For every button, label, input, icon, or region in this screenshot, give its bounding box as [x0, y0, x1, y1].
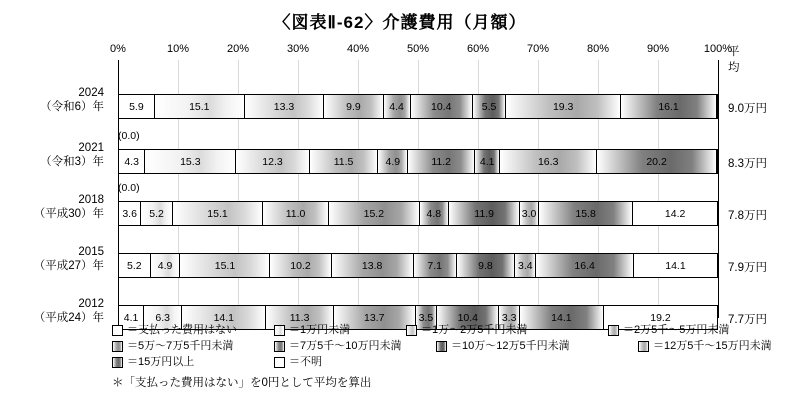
- bar-segment: [419, 202, 448, 225]
- legend-swatch: [406, 325, 417, 336]
- x-axis-tick-10: 100%: [703, 43, 733, 55]
- segment-value: 14.1: [665, 259, 686, 272]
- segment-value: 11.2: [431, 155, 451, 168]
- segment-value: 13.8: [361, 259, 383, 272]
- row-label-era: （平成27）年: [33, 260, 104, 272]
- legend-swatch: [112, 357, 123, 368]
- legend-item: [406, 322, 596, 338]
- bar-segment: [456, 254, 515, 277]
- x-axis-tick-8: 80%: [586, 43, 610, 55]
- segment-value: 15.1: [207, 207, 228, 220]
- bar-segment: [172, 202, 262, 225]
- segment-value: 11.5: [333, 155, 354, 168]
- segment-value: 5.2: [149, 207, 164, 220]
- segment-value: 10.2: [290, 259, 311, 272]
- segment-value: 4.8: [426, 207, 442, 220]
- segment-value: 20.2: [646, 155, 667, 168]
- bar-segment: [538, 202, 632, 225]
- x-axis-tick-4: 40%: [346, 43, 370, 55]
- segment-value: 10.4: [457, 311, 479, 324]
- row-label: [0, 297, 104, 325]
- zero-note: (0.0): [118, 182, 140, 194]
- bar-segment: [519, 202, 538, 225]
- bar-segment: [472, 95, 505, 118]
- segment-value: 9.8: [478, 259, 493, 272]
- row-label-year: 2018: [78, 194, 104, 206]
- segment-value: 15.1: [189, 100, 210, 113]
- segment-value: 14.2: [664, 207, 686, 220]
- bar-segment: [474, 150, 499, 173]
- legend-item: [274, 338, 424, 354]
- bar-segment: [244, 95, 323, 118]
- stacked-bar: [118, 253, 718, 278]
- segment-value: 3.4: [518, 259, 533, 272]
- bar-segment: [596, 150, 716, 173]
- segment-value: 16.3: [537, 155, 559, 168]
- legend-label: ＝7万5千～10万円未満: [289, 340, 402, 352]
- legend-label: ＝1万円未満: [289, 324, 351, 336]
- bar-segment: [505, 95, 620, 118]
- row-label-year: 2024: [78, 87, 104, 99]
- stacked-bar: [118, 94, 718, 119]
- row-label-year: 2015: [78, 246, 104, 258]
- row-average: 9.0万円: [728, 103, 767, 115]
- x-axis-tick-0: 0%: [110, 43, 126, 55]
- bar-segment: [119, 254, 150, 277]
- bar-segment: [235, 150, 308, 173]
- segment-value: 3.6: [122, 207, 137, 220]
- segment-value: 4.9: [385, 155, 401, 168]
- segment-value: 4.1: [479, 155, 495, 168]
- bar-segment: [716, 95, 717, 118]
- axis-line: [718, 60, 719, 318]
- bar-segment: [413, 254, 456, 277]
- bar-segment: [535, 254, 633, 277]
- row-label-year: 2012: [78, 298, 104, 310]
- bar-segment: [377, 150, 407, 173]
- chart-footnote: ＊「支払った費用はない」を0円として平均を算出: [112, 377, 372, 389]
- bar-segment: [119, 150, 144, 173]
- bar-segment: [448, 202, 519, 225]
- legend-item: [112, 322, 262, 338]
- legend-label: ＝1万～2万5千円未満: [421, 324, 528, 336]
- segment-value: 5.2: [127, 259, 142, 272]
- legend-label: ＝15万円以上: [127, 356, 195, 368]
- x-axis-tick-6: 60%: [466, 43, 490, 55]
- segment-value: 15.1: [214, 259, 236, 272]
- bar-segment: [140, 202, 172, 225]
- segment-value: 14.1: [551, 311, 572, 324]
- bar-segment: [514, 254, 535, 277]
- legend-swatch: [436, 341, 447, 352]
- bar-segment: [119, 202, 140, 225]
- segment-value: 15.2: [363, 207, 385, 220]
- row-label-era: （令和6）年: [40, 101, 104, 113]
- legend-swatch: [608, 325, 619, 336]
- segment-value: 10.4: [430, 100, 452, 113]
- segment-value: 9.9: [346, 100, 361, 113]
- bar-segment: [309, 150, 378, 173]
- bar-segment: [633, 254, 717, 277]
- chart-title: 〈図表Ⅱ-62〉介護費用（月額）: [273, 13, 527, 32]
- bar-segment: [154, 95, 244, 118]
- x-axis-tick-2: 20%: [226, 43, 250, 55]
- legend-item: [436, 338, 626, 354]
- bar-segment: [499, 150, 596, 173]
- segment-value: 11.0: [285, 207, 306, 220]
- legend-row: [112, 354, 772, 370]
- row-average: 7.7万円: [728, 314, 767, 326]
- legend-swatch: [274, 325, 285, 336]
- row-label: [0, 245, 104, 273]
- legend-label: ＝12万5千～15万円未満: [653, 340, 772, 352]
- legend-item: [608, 322, 729, 338]
- segment-value: 5.5: [481, 100, 497, 113]
- row-average: 8.3万円: [728, 158, 767, 170]
- stacked-bar: [118, 149, 718, 174]
- row-average: 7.8万円: [728, 210, 767, 222]
- segment-value: 11.9: [474, 207, 494, 220]
- bar-segment: [632, 202, 717, 225]
- legend-label: ＝5万～7万5千円未満: [127, 340, 234, 352]
- stacked-bar: [118, 201, 718, 226]
- chart-plot-area: [33, 43, 767, 326]
- segment-value: 4.3: [124, 155, 139, 168]
- bar-segment: [383, 95, 410, 118]
- segment-value: 3.5: [418, 311, 434, 324]
- average-column-header: 平均: [728, 46, 740, 74]
- row-label: [0, 141, 104, 169]
- row-label-era: （平成24）年: [33, 312, 104, 324]
- segment-value: 13.3: [273, 100, 295, 113]
- legend-item: [112, 354, 262, 370]
- segment-value: 13.7: [364, 311, 385, 324]
- segment-value: 3.3: [501, 311, 517, 324]
- chart-legend: [112, 322, 772, 370]
- segment-value: 15.3: [180, 155, 201, 168]
- bar-segment: [328, 202, 419, 225]
- row-label: [0, 86, 104, 114]
- legend-swatch: [274, 357, 285, 368]
- legend-item: [274, 354, 322, 370]
- x-axis-tick-5: 50%: [406, 43, 430, 55]
- x-axis-tick-7: 70%: [526, 43, 550, 55]
- row-label: [0, 193, 104, 221]
- bar-segment: [331, 254, 413, 277]
- legend-item: [638, 338, 772, 354]
- segment-value: 4.9: [157, 259, 173, 272]
- legend-swatch: [112, 325, 123, 336]
- legend-item: [112, 338, 262, 354]
- row-label-era: （令和3）年: [40, 156, 104, 168]
- legend-swatch: [112, 341, 123, 352]
- segment-value: 16.1: [658, 100, 679, 113]
- legend-label: ＝不明: [289, 356, 322, 368]
- segment-value: 19.3: [552, 100, 574, 113]
- zero-note: (0.0): [118, 130, 140, 142]
- bar-segment: [407, 150, 474, 173]
- row-label-year: 2021: [78, 142, 104, 154]
- legend-row: [112, 322, 772, 338]
- segment-value: 4.1: [123, 311, 139, 324]
- legend-swatch: [274, 341, 285, 352]
- x-axis-tick-1: 10%: [166, 43, 190, 55]
- bar-segment: [150, 254, 180, 277]
- x-axis-tick-3: 30%: [286, 43, 310, 55]
- segment-value: 6.3: [155, 311, 171, 324]
- legend-item: [274, 322, 394, 338]
- bar-segment: [410, 95, 472, 118]
- x-axis-tick-9: 90%: [646, 43, 670, 55]
- row-average: 7.9万円: [728, 262, 767, 274]
- legend-row: [112, 338, 772, 354]
- segment-value: 14.1: [213, 311, 234, 324]
- bar-segment: [269, 254, 330, 277]
- segment-value: 11.3: [289, 311, 310, 324]
- bar-segment: [179, 254, 269, 277]
- segment-value: 19.2: [650, 311, 671, 324]
- bar-segment: [119, 95, 154, 118]
- segment-value: 16.4: [574, 259, 595, 272]
- bar-segment: [323, 95, 382, 118]
- segment-value: 7.1: [427, 259, 442, 272]
- legend-swatch: [638, 341, 649, 352]
- bar-segment: [716, 150, 717, 173]
- legend-label: ＝2万5千～5万円未満: [623, 324, 730, 336]
- bar-segment: [144, 150, 235, 173]
- segment-value: 4.4: [389, 100, 404, 113]
- segment-value: 3.0: [521, 207, 537, 220]
- legend-label: ＝支払った費用はない: [127, 324, 237, 336]
- segment-value: 5.9: [129, 100, 144, 113]
- row-label-era: （平成30）年: [33, 208, 104, 220]
- bar-segment: [620, 95, 716, 118]
- segment-value: 15.8: [575, 207, 596, 220]
- segment-value: 12.3: [262, 155, 283, 168]
- bar-segment: [262, 202, 328, 225]
- legend-label: ＝10万～12万5千円未満: [451, 340, 570, 352]
